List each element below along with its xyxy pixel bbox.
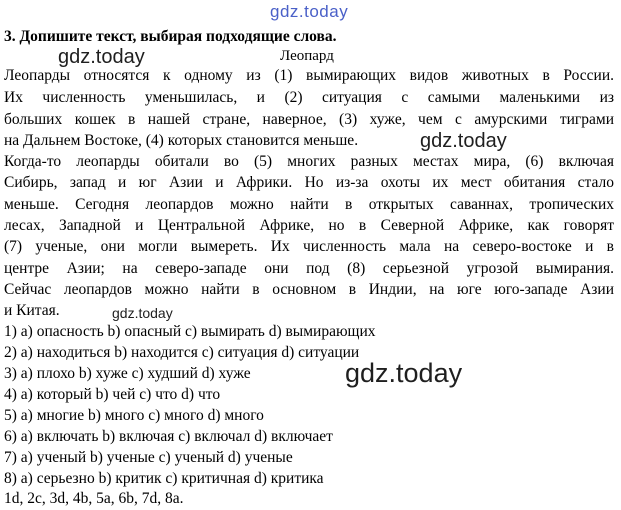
task-title: 3. Допишите текст, выбирая подходящие слова. xyxy=(4,28,337,45)
text-title: Леопард xyxy=(280,48,334,64)
option-line: 3) а) плохо b) хуже c) худший d) хуже xyxy=(4,365,251,382)
option-line: 2) а) находиться b) находится c) ситуация d) ситуации xyxy=(4,344,360,361)
answer-key: 1d, 2c, 3d, 4b, 5a, 6b, 7d, 8a. xyxy=(4,490,184,507)
option-line: 7) а) ученый b) ученые c) ученый d) ученые xyxy=(4,449,293,466)
option-line: 8) а) серьезно b) критик c) критичная d) критика xyxy=(4,470,324,487)
paragraph-line: и Китая. xyxy=(4,302,60,319)
paragraph-line: лесах, Западной и Центральной Африке, но в Северной Африке, как говорят xyxy=(4,217,614,234)
option-line: 6) а) включать b) включая c) включал d) включает xyxy=(4,428,333,445)
option-line: 1) а) опасность b) опасный c) вымирать d) вымирающих xyxy=(4,323,376,340)
paragraph-line: Сибирь, запад и юг Азии и Африки. Но из-за охоты их мест обитания стало xyxy=(4,174,614,191)
paragraph-line: на Дальнем Востоке, (4) которых становится меньше. xyxy=(4,132,359,149)
watermark-top: gdz.today xyxy=(270,2,349,21)
paragraph-line: меньше. Сегодня леопардов можно найти в открытых саваннах, тропических xyxy=(4,196,614,213)
paragraph-line: Леопарды относятся к одному из (1) вымирающих видов животных в России. xyxy=(4,67,614,84)
watermark-small: gdz.today xyxy=(112,305,173,321)
watermark-left: gdz.today xyxy=(58,46,145,68)
paragraph-line: больших кошек в нашей стране, наверное, (3) хуже, чем с амурскими тиграми xyxy=(4,111,614,128)
option-line: 4) а) который b) чей c) что d) что xyxy=(4,386,221,403)
watermark-mid: gdz.today xyxy=(420,130,507,152)
paragraph-line: центре Азии; на северо-западе они под (8) серьезной угрозой вымирания. xyxy=(4,260,614,277)
option-line: 5) а) многие b) много c) много d) много xyxy=(4,407,264,424)
paragraph-line: Их численность уменьшилась, и (2) ситуация с самыми маленькими из xyxy=(4,89,614,106)
paragraph-line: (7) ученые, они могли вымереть. Их численность мала на северо-востоке и в xyxy=(4,238,614,255)
paragraph-line: Сейчас леопардов можно найти в основном в Индии, на юге юго-западе Азии xyxy=(4,281,614,298)
watermark-big: gdz.today xyxy=(345,358,463,388)
paragraph-line: Когда-то леопарды обитали во (5) многих разных местах мира, (6) включая xyxy=(4,153,614,170)
